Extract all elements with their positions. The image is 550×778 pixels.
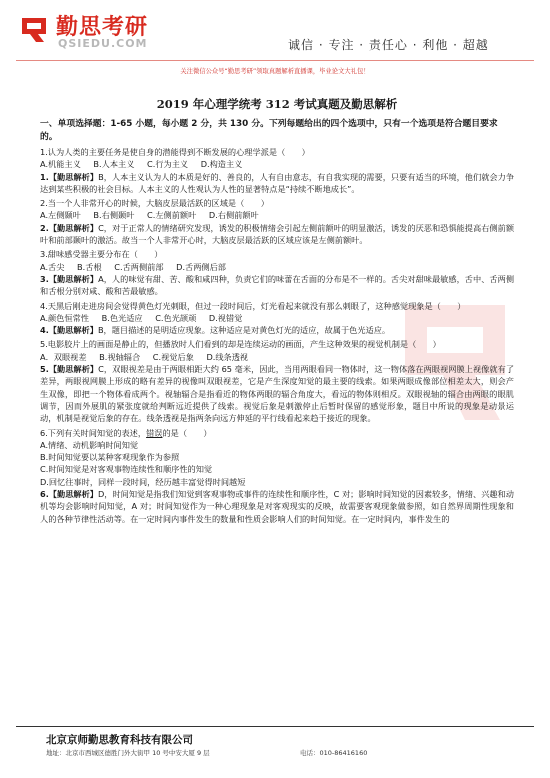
wechat-notice: 关注微信公众号“勤思考研”领取真题解析直播课，毕业论文大礼包！ [180,68,370,75]
explanation-tag: 6.【勤思解析】 [40,489,98,500]
explanation [40,488,514,525]
logo-url: QSIEDU.COM [58,37,148,50]
option: C.舌两侧前部 [114,261,164,272]
option: C.色光颉颃 [155,312,197,323]
explanation [40,171,514,196]
option: B.视轴辐合 [99,351,141,362]
option: D.舌两侧后部 [176,261,226,272]
question-stem [40,427,514,439]
option: B.人本主义 [93,159,135,170]
option: B.时间知觉要以某种客观现象作为参照 [40,452,180,463]
question-options [40,312,514,324]
exam-content [40,96,514,525]
explanation-tag: 5.【勤思解析】 [40,364,99,375]
question-options [40,158,514,170]
option: C.视觉后象 [152,351,194,362]
logo-text: 勤思考研 [56,15,149,40]
option: A.机能主义 [40,159,81,170]
question-stem: 5.电影胶片上的画面是静止的，但播放时人们看到的却是连续运动的画面，产生这种效果的视觉机制是（ ） [40,339,441,350]
explanation-text: C，双眼视差是由于两眼相距大约 65 毫米，因此，当用两眼看同一物体时，这一物体落在两眼视网膜上视像就有了差异，两眼视网膜上形成的略有差异的视像叫双眼视差，它是产生深度知觉的最主要的线索。如果两眼成像部位相差太大，则会产生双像，即把一个物体看成两个。视轴辐合是指看近的物体两眼的辐合角度大，看远的物体则相反。双眼视轴的辐合由两眼的眼肌调节，因而外展肌的紧张度就给判断远近提供了线索。视觉后象是刺激停止后暂时保留的感觉形象，题目中所说的现象是动景运动，机制是视觉后象的存在。线条透视是指两条向远方伸延的平行线看起来趋于接近的现象。 [40,364,515,424]
option: D.右侧前额叶 [208,210,259,221]
document-title: 2019 年心理学统考 312 考试真题及勤思解析 [156,97,398,111]
option: D.视错觉 [208,312,243,323]
option: C.时间知觉是对客观事物连续性和顺序性的知觉 [40,464,213,475]
option: A.左侧颞叶 [40,210,81,221]
stem-emphasis: 错误 [146,427,163,438]
footer-divider [16,726,534,727]
explanation-text: D，时间知觉是指我们知觉到客观事物或事件的连续性和顺序性，C 对；影响时间知觉的因素较多，情绪、兴趣和动机等均会影响时间知觉，A 对；时间知觉作为一种心理现象是对客观现实的反映，故需要客观现象做参照，如自然界周期性现象和人的各种节律性活动等。在一定时间内事件发生的数量和性质会影响人们的时间知觉。在一定时间内，事件发生的 [40,489,514,524]
explanation [40,324,514,336]
page-footer [0,724,550,778]
stem-text: 的是（ ） [162,427,212,438]
page-header [0,0,550,75]
option: D.线条透视 [206,351,249,362]
company-address: 地址：北京市西城区德胜门外大街甲 10 号中安大厦 9 层 [46,749,210,757]
option: A.舌尖 [40,261,65,272]
explanation [40,363,514,424]
question-stem: 3.甜味感受器主要分布在（ ） [40,249,163,260]
section-heading: 一、单项选择题：1-65 小题，每小题 2 分，共 130 分。下列每题给出的四个选项中，只有一个选项是符合题目要求的。 [40,119,498,142]
explanation-text: A，人的味觉有甜、苦、酸和咸四种，负责它们的味蕾在舌面的分布是不一样的。舌尖对甜味最敏感，舌中、舌两侧和舌根分别对咸、酸和苦最敏感。 [40,273,515,297]
option: C.行为主义 [147,159,189,170]
option: C.左侧前额叶 [147,210,197,221]
option: D.回忆往事时，同样一段时间，经历越丰富觉得时间越短 [40,476,246,487]
explanation-text: C，对于正常人的情绪研究发现，诱发的积极情绪会引起左侧前额叶的明显激活，诱发的厌恶和恐惧能提高右侧前额叶和前部颞叶的激活。故当一个人非常开心时，大脑皮层最活跃的区域应该是左侧前额叶。 [40,222,515,246]
explanation-text: B，题目描述的是明适应现象。这种适应是对黄色灯光的适应，故属于色光适应。 [97,325,391,336]
company-phone: 电话：010-86416160 [300,749,368,757]
explanation [40,273,514,298]
explanation-tag: 2.【勤思解析】 [40,222,99,233]
question-options [40,209,514,221]
option: D.构造主义 [200,159,243,170]
question-options [40,261,514,273]
option: B.右侧颞叶 [93,210,135,221]
explanation-tag: 1.【勤思解析】 [40,171,99,182]
header-divider [16,60,534,61]
option: A.情绪、动机影响时间知觉 [40,439,139,450]
explanation-tag: 3.【勤思解析】 [40,273,99,284]
option: B.舌根 [77,261,102,272]
company-name: 北京京师勤思教育科技有限公司 [46,734,193,746]
explanation-tag: 4.【勤思解析】 [40,325,98,336]
logo-mark-icon [18,12,52,46]
explanation [40,222,514,247]
explanation-text: B，人本主义认为人的本质是好的、善良的，人有自由意志，有自我实现的需要，只要有适当的环境，他们就会力争达到某些积极的社会目标。人本主义的人性观认为人性的显著特点是“持续不断地成长”。 [40,171,515,194]
question-stem: 4.天黑后刚走进房间会觉得黄色灯光刺眼，但过一段时间后，灯光看起来就没有那么刺眼了，这种感觉现象是（ ） [40,300,466,311]
question-stem: 2.当一个人非常开心的时候，大脑皮层最活跃的区域是（ ） [40,198,269,209]
option: B.色光适应 [101,312,143,323]
stem-text: 6.下列有关时间知觉的表述， [40,427,147,438]
question-options [40,351,514,363]
logo [18,10,193,54]
option: A．双眼视差 [40,351,87,362]
question-stem: 1.认为人类的主要任务是使自身的潜能得到不断发展的心理学派是（ ） [40,147,310,157]
slogan: 诚信 · 专注 · 责任心 · 利他 · 超越 [288,38,489,52]
option: A.颜色恒常性 [40,312,89,323]
